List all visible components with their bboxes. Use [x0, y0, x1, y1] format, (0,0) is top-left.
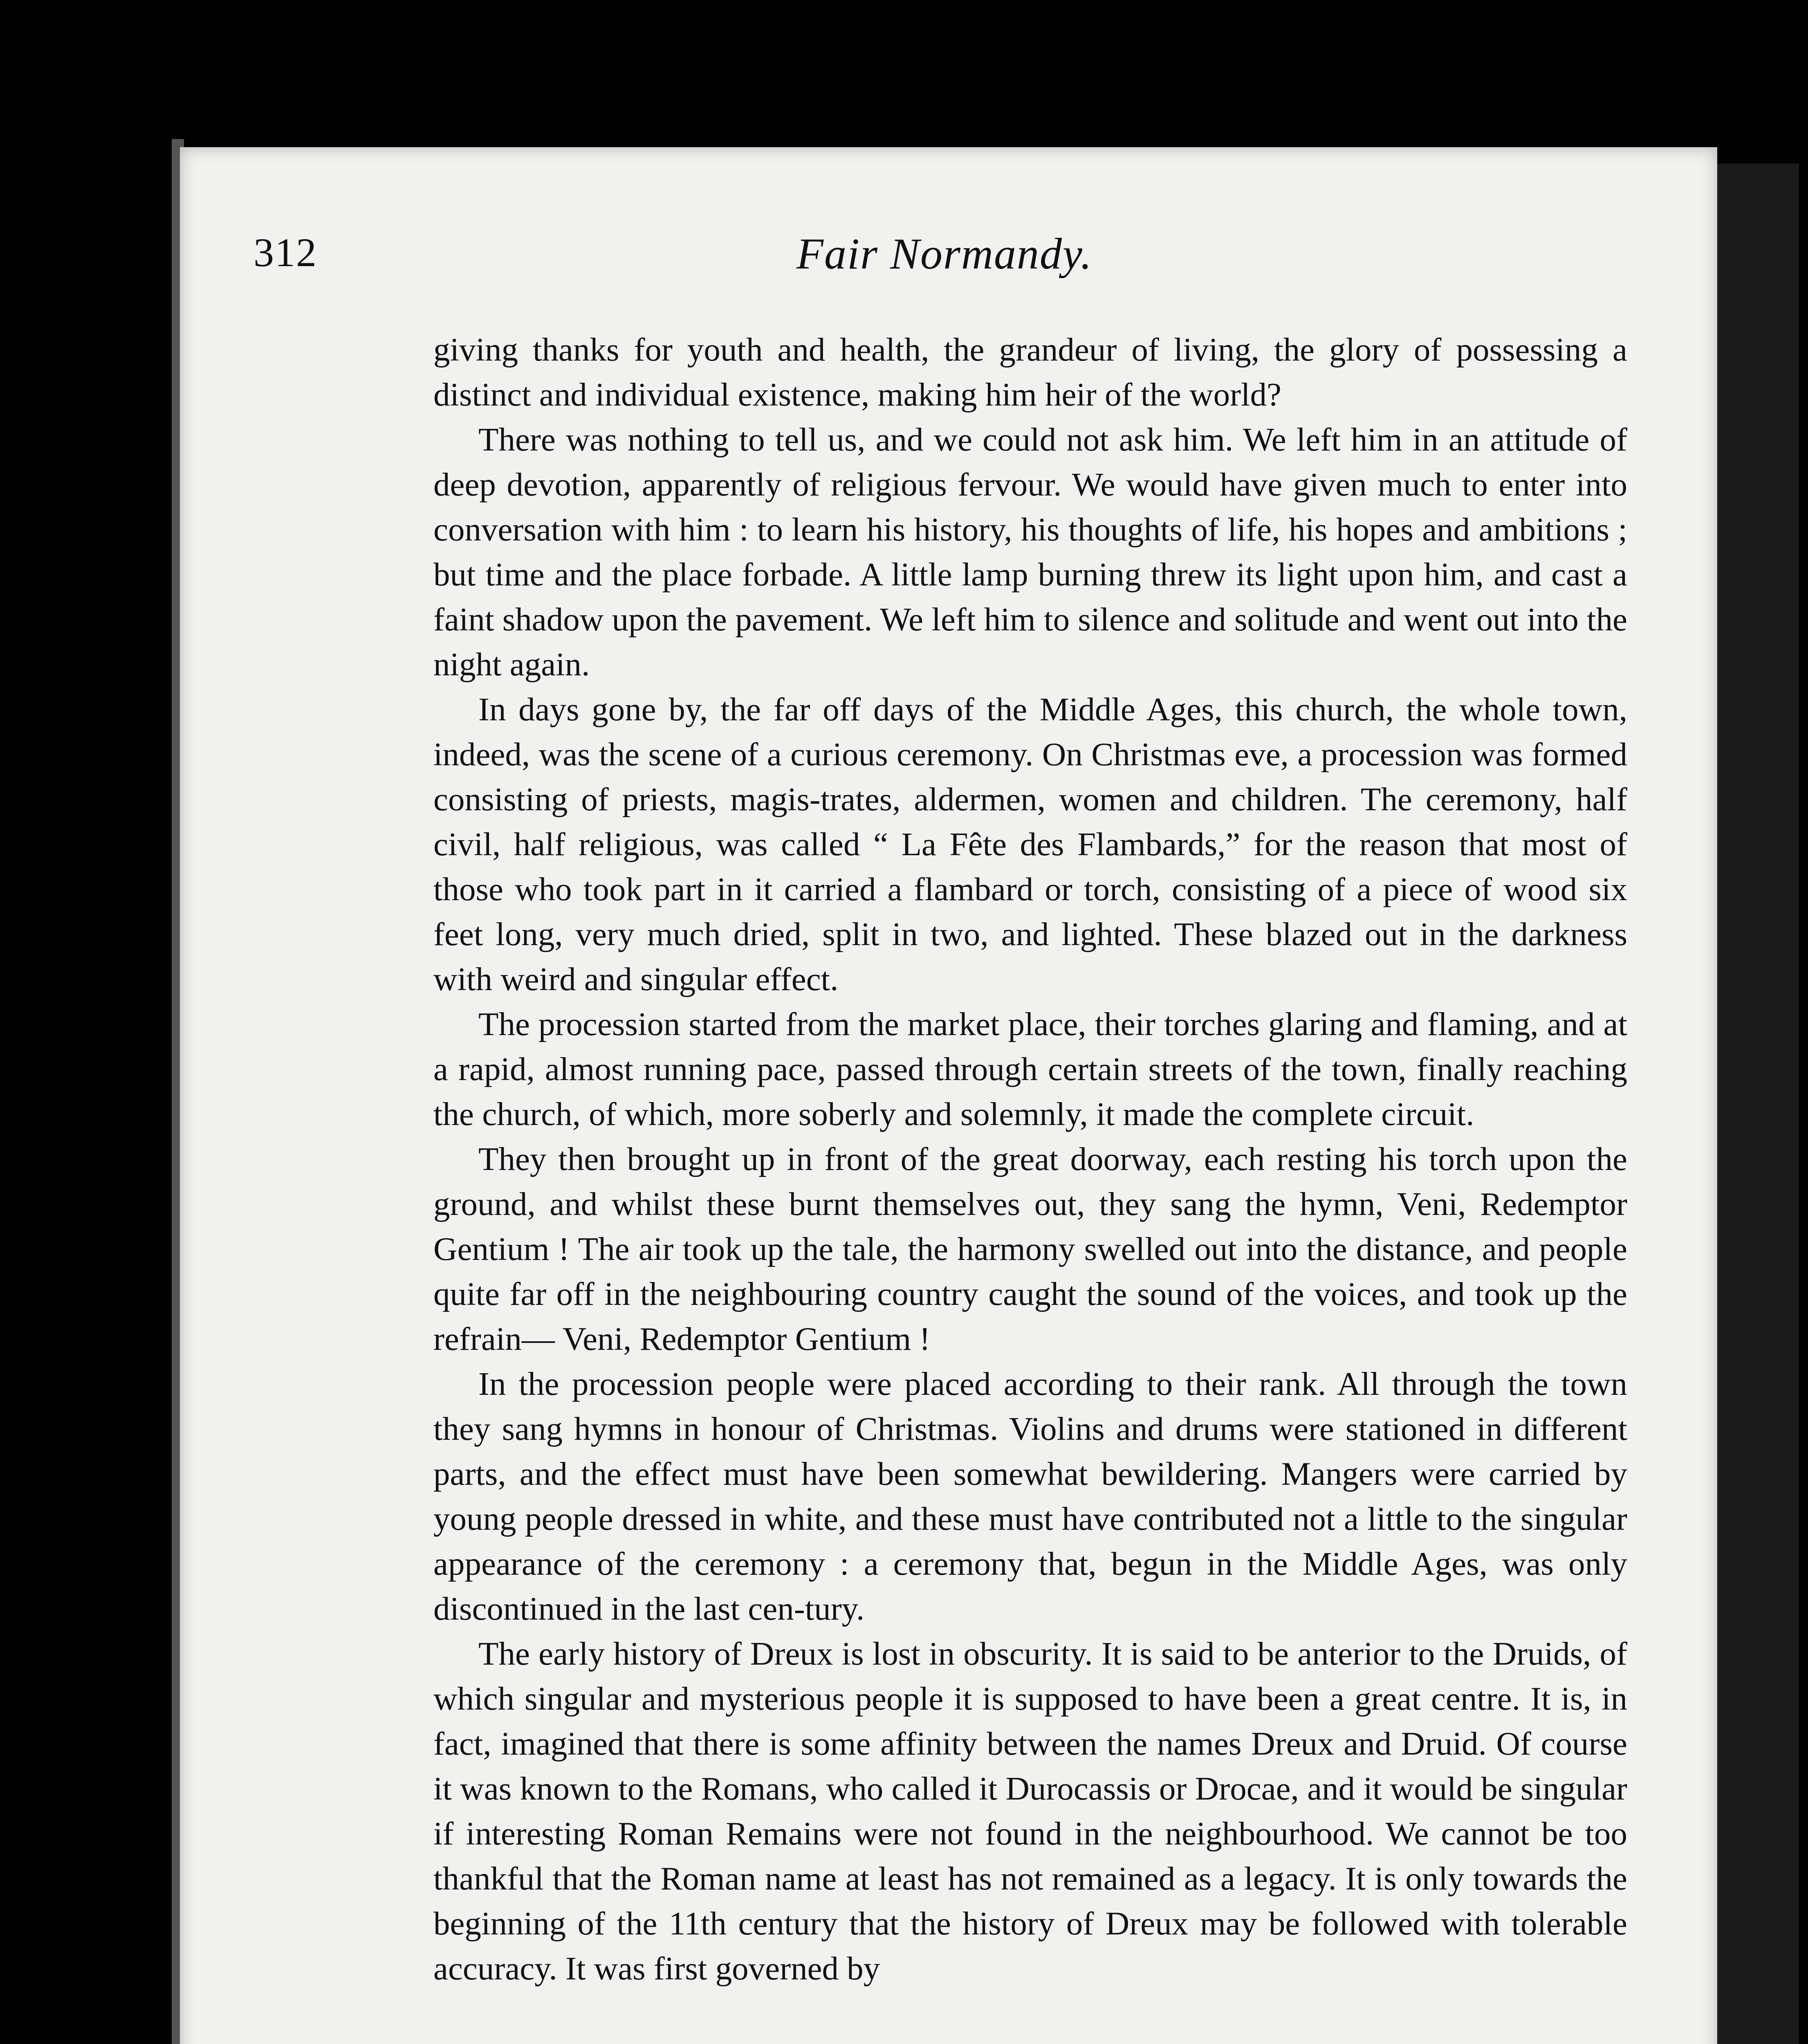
- paragraph-5: They then brought up in front of the great doorway, each resting his torch upon the ground, and whilst these burnt themselves out, they sang the hymn, Veni, Redemptor Gentium ! The air took up the tale, the harmony swelled out into the distance, and people quite far off in the neighbouring country caught the sound of the voices, and took up the refrain— Veni, Redemptor Gentium !: [433, 1141, 1627, 1357]
- paragraph-1: giving thanks for youth and health, the grandeur of living, the glory of possessing a distinct and individual existence, making him heir of the world?: [433, 331, 1627, 413]
- paragraph-6: In the procession people were placed according to their rank. All through the town they sang hymns in honour of Christmas. Violins and drums were stationed in different parts, and the effect must have been somewhat bewildering. Mangers were carried by young people dressed in white, and these must have contributed not a little to the singular appearance of the ceremony : a ceremony that, begun in the Middle Ages, was only discontinued in the last cen-tury.: [433, 1365, 1627, 1627]
- paragraph-2: There was nothing to tell us, and we could not ask him. We left him in an attitude of deep devotion, apparently of religious fervour. We would have given much to enter into conversation with him : to learn his history, his thoughts of life, his hopes and ambitions ; but time and the place forbade. A little lamp burning threw its light upon him, and cast a faint shadow upon the pavement. We left him to silence and solitude and went out into the night again.: [433, 421, 1627, 683]
- body-text: [433, 327, 1627, 1991]
- adjacent-page-edge: [1717, 164, 1799, 2044]
- paragraph-4: The procession started from the market place, their torches glaring and flaming, and at a rapid, almost running pace, passed through certain streets of the town, finally reaching the church, of which, more soberly and solemnly, it made the complete circuit.: [433, 1006, 1627, 1132]
- page-number: 312: [253, 230, 317, 275]
- page-header: [253, 229, 1635, 303]
- running-title: Fair Normandy.: [796, 230, 1093, 278]
- paragraph-7: The early history of Dreux is lost in obscurity. It is said to be anterior to the Druids, of which singular and mysterious people it is supposed to have been a great centre. It is, in fact, imagined that there is some affinity between the names Dreux and Druid. Of course it was known to the Romans, who called it Durocassis or Drocae, and it would be singular if interesting Roman Remains were not found in the neighbourhood. We cannot be too thankful that the Roman name at least has not remained as a legacy. It is only towards the beginning of the 11th century that the history of Dreux may be followed with tolerable accuracy. It was first governed by: [433, 1635, 1627, 1987]
- paragraph-3: In days gone by, the far off days of the Middle Ages, this church, the whole town, indeed, was the scene of a curious ceremony. On Christmas eve, a procession was formed consisting of priests, magis-trates, aldermen, women and children. The ceremony, half civil, half religious, was called “ La Fête des Flambards,” for the reason that most of those who took part in it carried a flambard or torch, consisting of a piece of wood six feet long, very much dried, split in two, and lighted. These blazed out in the darkness with weird and singular effect.: [433, 691, 1627, 997]
